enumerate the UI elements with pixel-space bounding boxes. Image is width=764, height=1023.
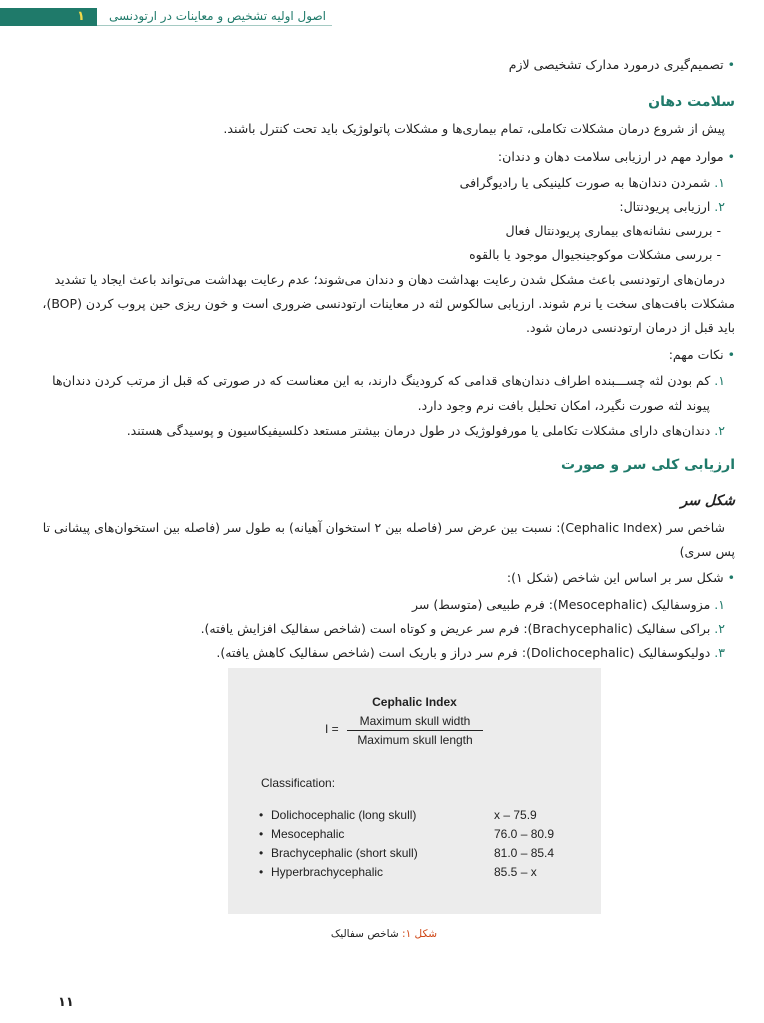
bullet-item bbox=[507, 568, 735, 588]
paragraph: پیش از شروع درمان مشکلات تکاملی، تمام بیماری‌ها و مشکلات پاتولوژیک باید تحت کنترل باشند. bbox=[223, 121, 725, 136]
item-number: ۱. bbox=[714, 597, 725, 612]
sub-item: - بررسی نشانه‌های بیماری پریودنتال فعال bbox=[505, 223, 721, 238]
bullet-dot: • bbox=[259, 808, 264, 822]
figure-caption bbox=[300, 928, 468, 940]
classification-name: Mesocephalic bbox=[271, 827, 345, 841]
bullet-text: شکل سر بر اساس این شاخص (شکل ۱): bbox=[506, 570, 724, 585]
paragraph-line: پیوند لثه صورت نگیرد، امکان تحلیل بافت نرم وجود دارد. bbox=[417, 398, 710, 413]
formula-lhs: I = bbox=[325, 722, 339, 736]
section-heading: ارزیابی کلی سر و صورت bbox=[561, 457, 735, 473]
classification-row bbox=[259, 808, 569, 826]
numbered-item bbox=[52, 371, 725, 391]
item-text: دولیکوسفالیک (Dolichocephalic): فرم سر دراز و باریک است (شاخص سفالیک کاهش یافته). bbox=[216, 645, 711, 660]
subsection-heading: شکل سر bbox=[680, 493, 735, 509]
formula-denominator: Maximum skull length bbox=[357, 733, 473, 747]
numbered-item bbox=[412, 595, 725, 615]
item-number: ۲. bbox=[714, 199, 725, 214]
classification-name: Hyperbrachycephalic bbox=[271, 865, 384, 879]
classification-name: Dolichocephalic (long skull) bbox=[271, 808, 417, 822]
bullet-item bbox=[509, 55, 735, 75]
formula-fraction bbox=[347, 714, 483, 747]
item-text: ارزیابی پریودنتال: bbox=[619, 199, 711, 214]
classification-range: x – 75.9 bbox=[494, 808, 537, 822]
bullet-text: تصمیم‌گیری درمورد مدارک تشخیصی لازم bbox=[508, 57, 724, 72]
numbered-item bbox=[201, 619, 725, 639]
classification-row bbox=[259, 846, 569, 864]
numbered-item bbox=[460, 173, 725, 193]
bullet-text: موارد مهم در ارزیابی سلامت دهان و دندان: bbox=[497, 149, 724, 164]
paragraph-line: پس سری) bbox=[679, 544, 735, 559]
item-text: براکی سفالیک (Brachycephalic): فرم سر عریض و کوتاه است (شاخص سفالیک افزایش یافته). bbox=[200, 621, 711, 636]
bullet-dot: • bbox=[727, 149, 735, 164]
page-number: ۱۱ bbox=[58, 995, 74, 1010]
caption-label: شکل ۱: bbox=[402, 928, 438, 940]
item-number: ۱. bbox=[714, 175, 725, 190]
item-number: ۲. bbox=[714, 621, 725, 636]
sub-item: - بررسی مشکلات موکوجینجیوال موجود یا بالقوه bbox=[469, 247, 721, 262]
item-text: شمردن دندان‌ها به صورت کلینیکی یا رادیوگرافی bbox=[459, 175, 711, 190]
item-number: ۱. bbox=[714, 373, 725, 388]
figure-title: Cephalic Index bbox=[372, 695, 457, 709]
cephalic-index-figure bbox=[228, 668, 601, 914]
paragraph-line: باید قبل از درمان ارتودنسی درمان شود. bbox=[526, 320, 735, 335]
classification-range: 81.0 – 85.4 bbox=[494, 846, 555, 860]
paragraph-line: مشکلات بافت‌های سخت یا نرم شوند. ارزیابی سالکوس لثه در معاینات ارتودنسی ضروری است و خون ریزی حین پروب کردن (BOP)، bbox=[42, 296, 735, 311]
running-header-text: اصول اولیه تشخیص و معاینات در ارتودنسی bbox=[108, 9, 326, 23]
bullet-dot: • bbox=[259, 846, 264, 860]
chapter-number: ۱ bbox=[77, 9, 85, 24]
paragraph-line: درمان‌های ارتودنسی باعث مشکل شدن رعایت بهداشت دهان و دندان می‌شوند؛ عدم رعایت بهداشت می‌تواند باعث ایجاد یا تشدید bbox=[54, 272, 725, 287]
classification-name: Brachycephalic (short skull) bbox=[271, 846, 418, 860]
bullet-dot: • bbox=[727, 570, 735, 585]
bullet-dot: • bbox=[259, 865, 264, 879]
formula-numerator: Maximum skull width bbox=[347, 714, 483, 731]
numbered-item bbox=[127, 421, 725, 441]
numbered-item bbox=[216, 643, 725, 663]
running-header bbox=[106, 6, 326, 26]
classification-row bbox=[259, 865, 569, 883]
item-number: ۳. bbox=[714, 645, 725, 660]
item-number: ۲. bbox=[714, 423, 725, 438]
paragraph-line: شاخص سر (Cephalic Index): نسبت بین عرض سر (فاصله بین ۲ استخوان آهیانه) به طول سر (فاصله بین استخوان‌های پیشانی تا bbox=[42, 520, 725, 535]
item-text: کم بودن لثه چســـبنده اطراف دندان‌های قدامی که کرودینگ دارند، به این معناست که در صورتی که قبل از مرتب کردن دندان‌ها bbox=[52, 373, 711, 388]
classification-range: 85.5 – x bbox=[494, 865, 537, 879]
classification-label: Classification: bbox=[261, 776, 336, 790]
section-heading: سلامت دهان bbox=[648, 94, 735, 110]
classification-range: 76.0 – 80.9 bbox=[494, 827, 555, 841]
bullet-item bbox=[498, 147, 735, 167]
item-text: دندان‌های دارای مشکلات تکاملی یا مورفولوژیک در طول درمان بیشتر مستعد دکلسیفیکاسیون و پوسیدگی هستند. bbox=[126, 423, 711, 438]
header-rule bbox=[97, 25, 332, 26]
bullet-dot: • bbox=[727, 57, 735, 72]
bullet-dot: • bbox=[727, 347, 735, 362]
bullet-text: نکات مهم: bbox=[668, 347, 724, 362]
bullet-item bbox=[669, 345, 735, 365]
caption-text: شاخص سفالیک bbox=[330, 928, 399, 940]
numbered-item bbox=[619, 197, 725, 217]
item-text: مزوسفالیک (Mesocephalic): فرم طبیعی (متوسط) سر bbox=[411, 597, 711, 612]
bullet-dot: • bbox=[259, 827, 264, 841]
classification-row bbox=[259, 827, 569, 845]
